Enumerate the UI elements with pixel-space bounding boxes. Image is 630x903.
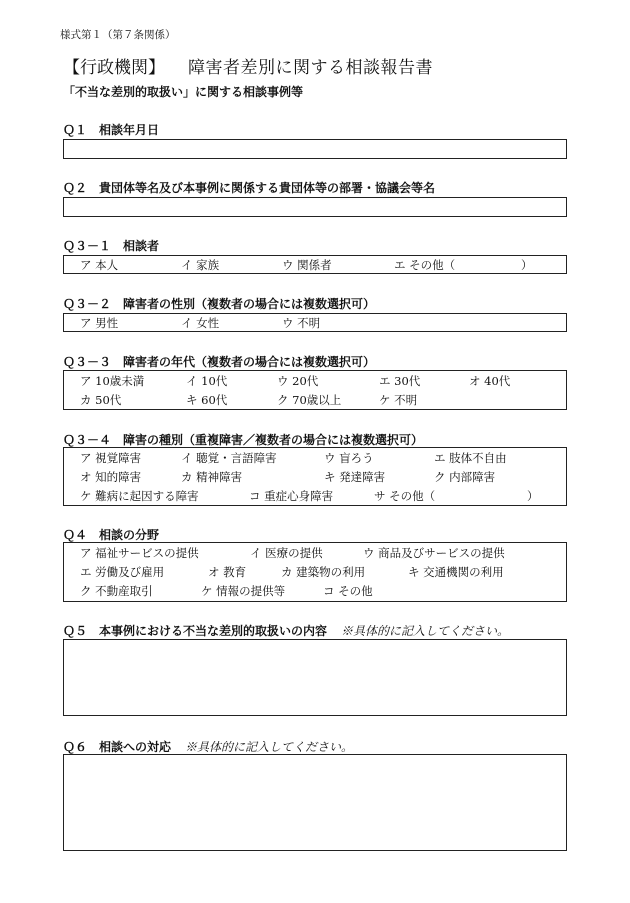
q3-4-option[interactable]: オ 知的障害 (80, 470, 142, 484)
q5-label: 本事例における不当な差別的取扱いの内容 (99, 624, 328, 638)
q3-4-options-box (63, 447, 567, 506)
title-organization: 【行政機関】 (63, 58, 165, 78)
q3-2-heading (63, 295, 375, 312)
q4-option[interactable]: キ 交通機関の利用 (408, 565, 504, 579)
q6-number: Ｑ６ (63, 740, 88, 754)
q4-option[interactable]: ケ 情報の提供等 (201, 584, 286, 598)
q3-4-option[interactable]: サ その他（ (374, 489, 436, 503)
q3-1-option[interactable]: ア 本人 (80, 258, 119, 272)
q3-3-option[interactable]: ケ 不明 (379, 393, 418, 407)
q1-date-field[interactable] (63, 139, 567, 159)
q4-option[interactable]: ク 不動産取引 (80, 584, 153, 598)
q3-1-option[interactable]: ウ 関係者 (282, 258, 332, 272)
q6-note: ※具体的に記入してください。 (185, 740, 354, 754)
q3-3-option[interactable]: ウ 20代 (277, 374, 319, 388)
q5-heading (63, 622, 509, 639)
q4-option[interactable]: エ 労働及び雇用 (80, 565, 165, 579)
q4-option[interactable]: コ その他 (323, 584, 373, 598)
q4-option[interactable]: カ 建築物の利用 (281, 565, 366, 579)
form-number: 様式第１（第７条関係） (60, 29, 176, 41)
q3-3-option[interactable]: ア 10歳未満 (80, 374, 145, 388)
q3-4-option[interactable]: イ 聴覚・言語障害 (181, 451, 277, 465)
q3-2-option[interactable]: ア 男性 (80, 316, 119, 330)
q3-1-heading (63, 237, 159, 254)
q4-label: 相談の分野 (99, 528, 160, 542)
q3-4-option[interactable]: コ 重症心身障害 (249, 489, 334, 503)
q3-4-option[interactable]: エ 肢体不自由 (434, 451, 507, 465)
q3-1-option[interactable]: イ 家族 (181, 258, 220, 272)
q4-options-box (63, 542, 567, 602)
q5-number: Ｑ５ (63, 624, 88, 638)
q2-number: Ｑ２ (63, 181, 88, 195)
q3-4-option[interactable]: ケ 難病に起因する障害 (80, 489, 199, 503)
q6-heading (63, 738, 353, 755)
q4-heading (63, 526, 159, 543)
q3-3-option[interactable]: イ 10代 (186, 374, 228, 388)
q3-3-number: Ｑ３－３ (63, 355, 112, 369)
q4-option[interactable]: イ 医療の提供 (250, 546, 323, 560)
q3-2-number: Ｑ３－２ (63, 297, 112, 311)
q6-label: 相談への対応 (99, 740, 172, 754)
q3-3-heading (63, 353, 375, 370)
q3-2-option[interactable]: イ 女性 (181, 316, 220, 330)
q4-option[interactable]: ア 福祉サービスの提供 (80, 546, 199, 560)
q1-label: 相談年月日 (99, 123, 160, 137)
q3-3-option[interactable]: ク 70歳以上 (277, 393, 342, 407)
q3-4-number: Ｑ３－４ (63, 433, 112, 447)
q2-label: 貴団体等名及び本事例に関係する貴団体等の部署・協議会等名 (99, 181, 436, 195)
q3-4-label: 障害の種別（重複障害／複数者の場合には複数選択可） (123, 433, 424, 447)
q4-option[interactable]: ウ 商品及びサービスの提供 (363, 546, 505, 560)
q3-4-option-close: ） (527, 489, 539, 503)
q5-note: ※具体的に記入してください。 (341, 624, 510, 638)
q3-3-option[interactable]: カ 50代 (80, 393, 122, 407)
q1-heading (63, 121, 159, 138)
q3-1-option[interactable]: エ その他（ (394, 258, 456, 272)
q3-4-option[interactable]: カ 精神障害 (181, 470, 243, 484)
subtitle: 「不当な差別的取扱い」に関する相談事例等 (63, 85, 304, 99)
q3-2-option[interactable]: ウ 不明 (282, 316, 321, 330)
q3-1-option-close: ） (521, 258, 533, 272)
q3-3-options-box (63, 370, 567, 410)
q3-1-label: 相談者 (123, 239, 160, 253)
q4-option[interactable]: オ 教育 (208, 565, 247, 579)
q3-3-option[interactable]: キ 60代 (186, 393, 228, 407)
q2-organization-field[interactable] (63, 197, 567, 217)
q5-details-field[interactable] (63, 639, 567, 716)
q3-4-option[interactable]: ウ 盲ろう (324, 451, 374, 465)
q3-4-heading (63, 431, 423, 448)
q3-1-options-box (63, 255, 567, 274)
q6-response-field[interactable] (63, 754, 567, 851)
q3-3-option[interactable]: オ 40代 (469, 374, 511, 388)
q3-3-label: 障害者の年代（複数者の場合には複数選択可） (123, 355, 376, 369)
q3-4-option[interactable]: ア 視覚障害 (80, 451, 142, 465)
q3-2-label: 障害者の性別（複数者の場合には複数選択可） (123, 297, 376, 311)
q3-4-option[interactable]: キ 発達障害 (324, 470, 386, 484)
q2-heading (63, 179, 435, 196)
q1-number: Ｑ１ (63, 123, 88, 137)
page-title: 障害者差別に関する相談報告書 (188, 58, 433, 78)
q3-1-number: Ｑ３－１ (63, 239, 112, 253)
q4-number: Ｑ４ (63, 528, 88, 542)
q3-4-option[interactable]: ク 内部障害 (434, 470, 496, 484)
q3-2-options-box (63, 313, 567, 332)
q3-3-option[interactable]: エ 30代 (379, 374, 421, 388)
